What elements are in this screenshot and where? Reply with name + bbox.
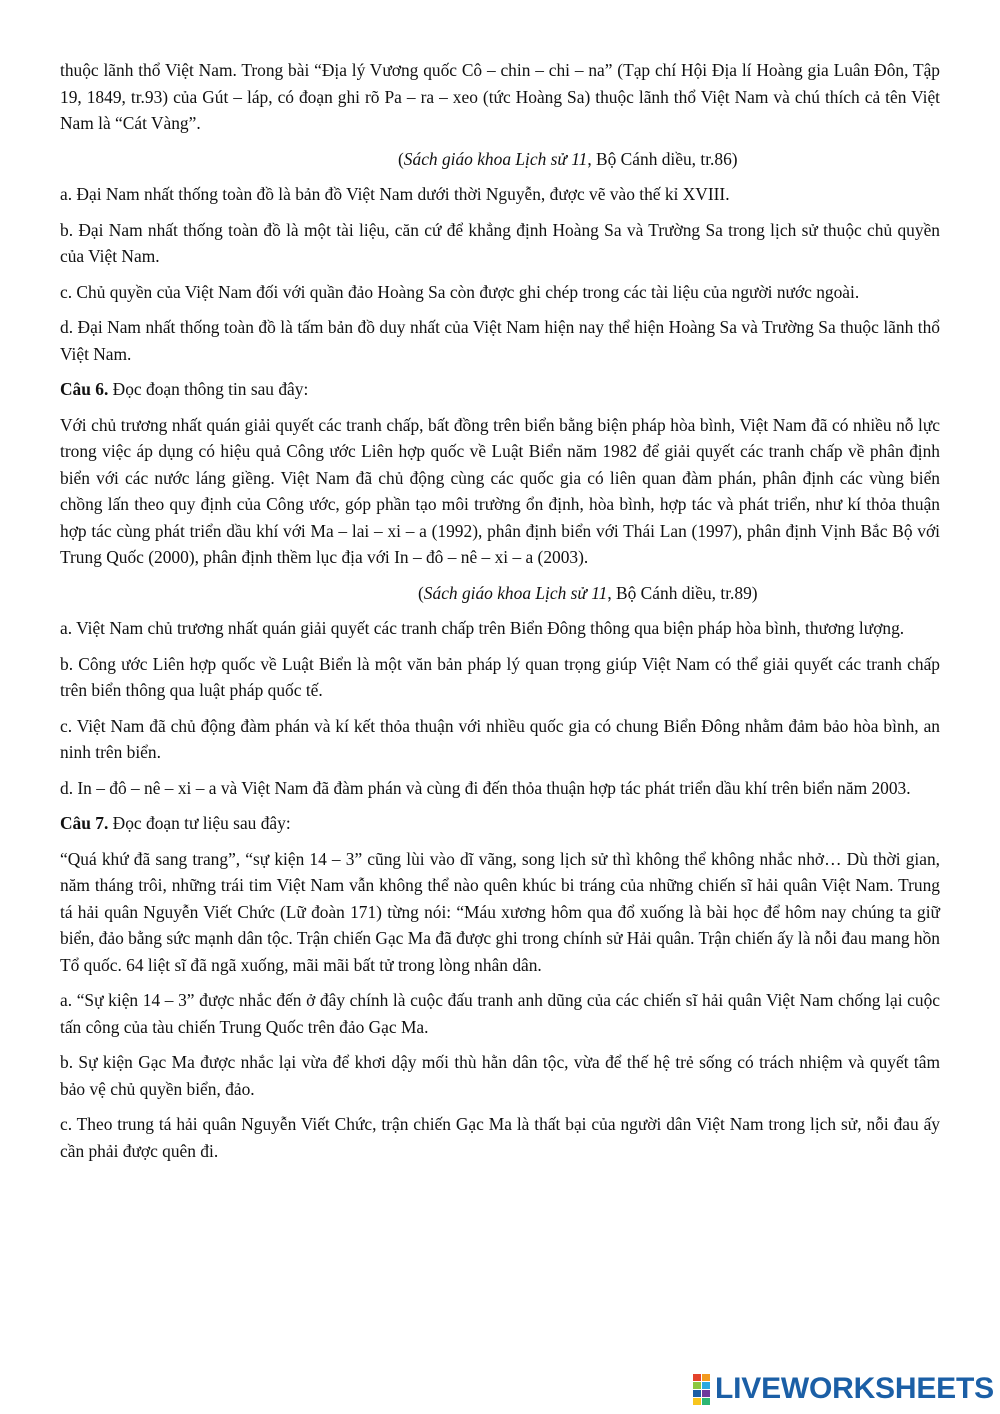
intro-source-citation bbox=[60, 146, 940, 173]
worksheet-page bbox=[60, 57, 940, 1173]
logo-block bbox=[702, 1390, 710, 1397]
source-book-title: Sách giáo khoa Lịch sử 11 bbox=[403, 148, 588, 169]
question-6-heading bbox=[60, 376, 940, 403]
statement-7c: c. Theo trung tá hải quân Nguyễn Viết Chức, trận chiến Gạc Ma là thất bại của người dân Việt Nam trong lịch sử, nỗi đau ấy cần phải được quên đi. bbox=[60, 1114, 940, 1161]
statement-7a: a. “Sự kiện 14 – 3” được nhắc đến ở đây chính là cuộc đấu tranh anh dũng của các chiến sĩ hải quân Việt Nam chống lại cuộc tấn công của tàu chiến Trung Quốc trên đảo Gạc Ma. bbox=[60, 990, 940, 1037]
question-7-passage: “Quá khứ đã sang trang”, “sự kiện 14 – 3” cũng lùi vào dĩ vãng, song lịch sử thì không thể không nhắc nhở… Dù thời gian, năm tháng trôi, những trái tim Việt Nam vẫn không thể nào quên khúc bi tráng của những chiến sĩ hải quân Việt Nam. Trung tá hải quân Nguyễn Viết Chức (Lữ đoàn 171) từng nói: “Máu xương hôm qua đổ xuống là bài học để hôm nay chúng ta giữ biển, đảo bằng sức mạnh dân tộc. Trận chiến Gạc Ma đã được ghi trong chính sử Hải quân. Trận chiến ấy là nỗi đau mang hồn Tổ quốc. 64 liệt sĩ đã ngã xuống, mãi mãi bất tử trong lòng nhân dân. bbox=[60, 848, 940, 975]
logo-block bbox=[693, 1398, 701, 1405]
logo-block bbox=[702, 1398, 710, 1405]
statement-6b: b. Công ước Liên hợp quốc về Luật Biển là một văn bản pháp lý quan trọng giúp Việt Nam có thể giải quyết các tranh chấp trên biển thông qua luật pháp quốc tế. bbox=[60, 653, 940, 700]
logo-block bbox=[693, 1374, 701, 1381]
question-7-prompt: Đọc đoạn tư liệu sau đây: bbox=[108, 813, 291, 833]
logo-block bbox=[693, 1382, 701, 1389]
question-6-passage: Với chủ trương nhất quán giải quyết các tranh chấp, bất đồng trên biển bằng biện pháp hòa bình, Việt Nam đã có nhiều nỗ lực trong việc áp dụng có hiệu quả Công ước Liên hợp quốc về Luật Biển năm 1982 để giải quyết các tranh chấp về phân định biển với các nước láng giềng. Việt Nam đã chủ động cùng các quốc gia có liên quan đàm phán, phân định các vùng biển chồng lấn theo quy định của Công ước, góp phần tạo môi trường ổn định, hòa bình, hợp tác và phát triển, như kí thỏa thuận hợp tác cùng phát triển dầu khí với Ma – lai – xi – a (1992), phân định biển với Thái Lan (1997), phân định Vịnh Bắc Bộ với Trung Quốc (2000), phân định thềm lục địa với In – đô – nê – xi – a (2003). bbox=[60, 414, 940, 567]
logo-block bbox=[702, 1382, 710, 1389]
source-open: ( bbox=[418, 582, 424, 603]
statement-5d: d. Đại Nam nhất thống toàn đồ là tấm bản đồ duy nhất của Việt Nam hiện nay thể hiện Hoàng Sa và Trường Sa thuộc lãnh thổ Việt Nam. bbox=[60, 317, 940, 364]
source-book-title: Sách giáo khoa Lịch sử 11 bbox=[423, 582, 608, 603]
logo-block bbox=[693, 1390, 701, 1397]
source-details: , Bộ Cánh diều, tr.89) bbox=[607, 582, 758, 603]
liveworksheets-logo-icon bbox=[693, 1374, 710, 1405]
question-6-source-citation bbox=[60, 580, 940, 607]
logo-block bbox=[702, 1374, 710, 1381]
watermark-text: LIVEWORKSHEETS bbox=[715, 1372, 994, 1405]
question-6-prompt: Đọc đoạn thông tin sau đây: bbox=[108, 379, 309, 399]
source-open: ( bbox=[398, 148, 404, 169]
liveworksheets-watermark bbox=[693, 1371, 994, 1407]
statement-5c: c. Chủ quyền của Việt Nam đối với quần đảo Hoàng Sa còn được ghi chép trong các tài liệu của người nước ngoài. bbox=[60, 281, 860, 302]
statement-7b: b. Sự kiện Gạc Ma được nhắc lại vừa để khơi dậy mối thù hằn dân tộc, vừa để thế hệ trẻ sống có trách nhiệm và quyết tâm bảo vệ chủ quyền biển, đảo. bbox=[60, 1052, 940, 1099]
question-7-label: Câu 7. bbox=[60, 813, 109, 833]
statement-6a: a. Việt Nam chủ trương nhất quán giải quyết các tranh chấp trên Biển Đông thông qua biện pháp hòa bình, thương lượng. bbox=[60, 618, 905, 638]
question-6-label: Câu 6. bbox=[60, 379, 109, 399]
statement-5b: b. Đại Nam nhất thống toàn đồ là một tài liệu, căn cứ để khẳng định Hoàng Sa và Trường Sa trong lịch sử thuộc chủ quyền của Việt Nam. bbox=[60, 219, 940, 266]
statement-6c: c. Việt Nam đã chủ động đàm phán và kí kết thỏa thuận với nhiều quốc gia có chung Biển Đông nhằm đảm bảo hòa bình, an ninh trên biển. bbox=[60, 715, 940, 762]
statement-6d: d. In – đô – nê – xi – a và Việt Nam đã đàm phán và cùng đi đến thỏa thuận hợp tác phát triển dầu khí trên biển năm 2003. bbox=[60, 777, 911, 798]
intro-paragraph: thuộc lãnh thổ Việt Nam. Trong bài “Địa lý Vương quốc Cô – chin – chi – na” (Tạp chí Hội Địa lí Hoàng gia Luân Đôn, Tập 19, 1849, tr.93) của Gút – láp, có đoạn ghi rõ Pa – ra – xeo (tức Hoàng Sa) thuộc lãnh thổ Việt Nam và chú thích cả tên Việt Nam là “Cát Vàng”. bbox=[60, 60, 940, 133]
source-details: , Bộ Cánh diều, tr.86) bbox=[587, 148, 738, 169]
question-7-heading bbox=[60, 810, 940, 837]
statement-5a: a. Đại Nam nhất thống toàn đồ là bản đồ Việt Nam dưới thời Nguyễn, được vẽ vào thế kỉ XVIII. bbox=[60, 184, 730, 204]
